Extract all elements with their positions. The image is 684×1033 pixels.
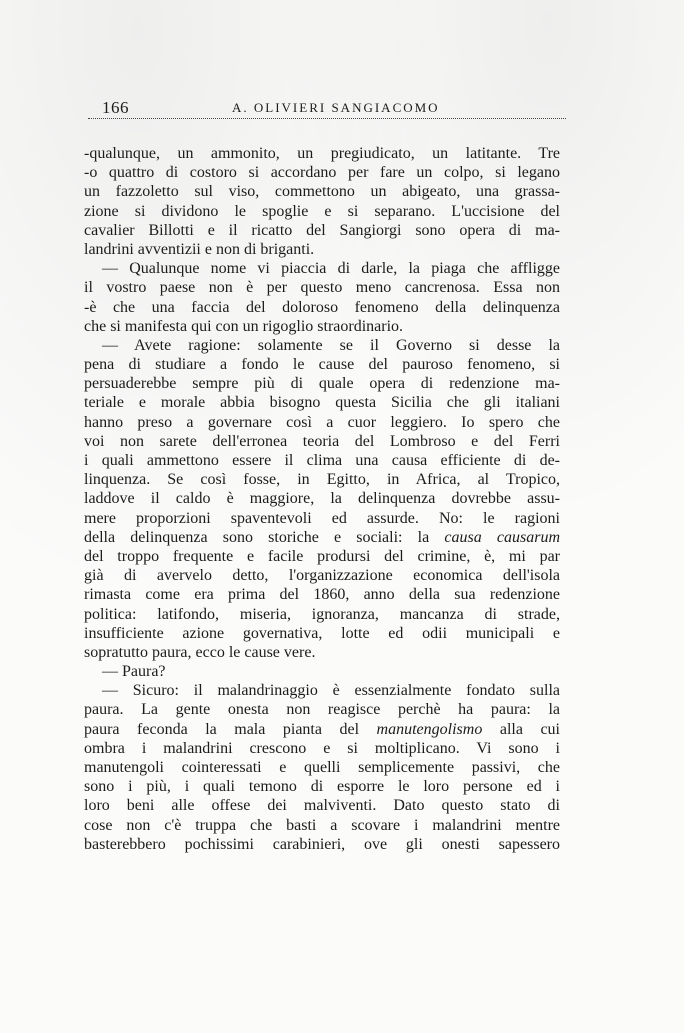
page-number: 166 xyxy=(102,98,129,117)
text-line: che si manifesta qui con un rigoglio straordinario. xyxy=(84,317,404,335)
text-fragment: della delinquenza sono storiche e sociali: la causa causarum xyxy=(84,528,561,546)
text-line: mere proporzioni spaventevoli ed assurde. No: le ragioni xyxy=(84,509,560,527)
text-line: — Sicuro: il malandrinaggio è essenzialmente fondato sulla xyxy=(102,682,560,700)
text-line: voi non sarete dell'erronea teoria del Lombroso e del Ferri xyxy=(84,432,560,450)
text-line: rimasta come era prima del 1860, anno della sua redenzione xyxy=(84,586,560,604)
running-title: A. OLIVIERI SANGIACOMO xyxy=(232,100,440,115)
text-line: paura. La gente onesta non reagisce perchè ha paura: la xyxy=(84,701,560,719)
text-line: -è che una faccia del doloroso fenomeno della delinquenza xyxy=(84,298,560,316)
page-header xyxy=(88,92,566,120)
text-line: linquenza. Se così fosse, in Egitto, in Africa, al Tropico, xyxy=(84,471,560,489)
text-line: sopratutto paura, ecco le cause vere. xyxy=(84,643,316,661)
text-line: un fazzoletto sul viso, commettono un abigeato, una grassa- xyxy=(84,183,560,201)
header-rule xyxy=(88,118,566,119)
text-line: politica: latifondo, miseria, ignoranza, mancanza di strade, xyxy=(84,605,560,623)
text-line: -qualunque, un ammonito, un pregiudicato, un latitante. Tre xyxy=(84,145,560,162)
text-line-with-italic xyxy=(84,528,560,547)
text-line: persuaderebbe sempre più di quale opera di redenzione ma- xyxy=(84,375,560,393)
text-line: hanno preso a governare così a cuor leggiero. Io spero che xyxy=(84,413,560,431)
text-line: cavalier Billotti e il ricatto del Sangiorgi sono opera di ma- xyxy=(84,221,560,239)
text-line: i quali ammettono essere il clima una causa efficiente di de- xyxy=(84,452,560,469)
text-fragment: paura feconda la mala pianta del manutengolismo alla cui xyxy=(84,720,560,738)
text-line: insufficiente azione governativa, lotte ed odii municipali e xyxy=(84,624,560,642)
text-line: sono i più, i quali temono di esporre le loro persone ed i xyxy=(84,778,560,796)
text-line: il vostro paese non è per questo meno cancrenosa. Essa non xyxy=(84,279,560,297)
text-line: — Qualunque nome vi piaccia di darle, la piaga che affligge xyxy=(102,260,560,278)
text-line: landrini avventizii e non di briganti. xyxy=(84,240,315,258)
text-line: teriale e morale abbia bisogno questa Sicilia che gli italiani xyxy=(84,394,560,412)
text-line-with-italic xyxy=(84,720,560,739)
text-line: manutengoli cointeressati e quelli semplicemente passivi, che xyxy=(84,759,560,776)
text-line: — Avete ragione: solamente se il Governo si desse la xyxy=(102,336,560,354)
text-line: basterebbero pochissimi carabinieri, ove gli onesti sapessero xyxy=(84,835,560,853)
text-line: già di avervelo detto, l'organizzazione economica dell'isola xyxy=(84,567,560,585)
text-line: laddove il caldo è maggiore, la delinquenza dovrebbe assu- xyxy=(84,490,560,508)
text-line: del troppo frequente e facile prodursi del crimine, è, mi par xyxy=(84,547,560,565)
text-line: cose non c'è truppa che basti a scovare i malandrini mentre xyxy=(84,816,560,834)
text-line: zione si dividono le spoglie e si separano. L'uccisione del xyxy=(84,202,560,220)
text-line: ombra i malandrini crescono e si moltiplicano. Vi sono i xyxy=(84,739,560,757)
text-line: — Paura? xyxy=(102,663,166,681)
text-line: loro beni alle offese dei malviventi. Dato questo stato di xyxy=(84,797,560,815)
text-line: -o quattro di costoro si accordano per fare un colpo, si legano xyxy=(84,164,560,182)
body-text xyxy=(84,144,560,854)
text-line: pena di studiare a fondo le cause del pauroso fenomeno, si xyxy=(84,356,560,374)
